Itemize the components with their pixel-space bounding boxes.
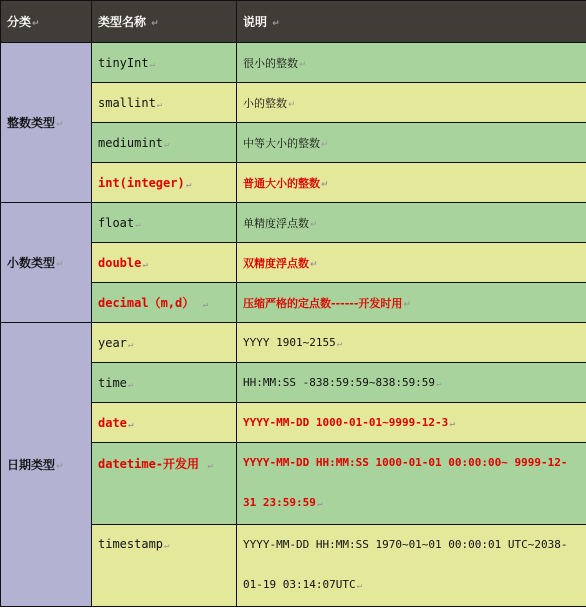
type-name: float: [98, 215, 135, 230]
paragraph-mark-icon: ↵: [156, 99, 163, 110]
type-name: decimal（m,d）: [98, 296, 195, 310]
type-description: YYYY-MM-DD HH:MM:SS 1000-01-01 00:00:00~ 9999-12-31 23:59:59: [243, 456, 568, 509]
type-name-cell: [92, 363, 237, 403]
description-cell: [237, 43, 586, 83]
paragraph-mark-icon: ↵: [56, 260, 64, 270]
type-name-cell: [92, 283, 237, 323]
type-name-cell: [92, 323, 237, 363]
header-type-name: [92, 1, 237, 43]
type-description: 中等大小的整数: [243, 136, 320, 150]
table-row: [1, 43, 586, 83]
type-name: tinyInt: [98, 55, 149, 70]
paragraph-mark-icon: ↵: [316, 499, 323, 509]
paragraph-mark-icon: ↵: [56, 120, 64, 130]
type-name: datetime-开发用: [98, 457, 200, 471]
category-cell: [1, 323, 92, 607]
paragraph-mark-icon: ↵: [164, 139, 170, 150]
type-name-cell: [92, 43, 237, 83]
type-name: date: [98, 415, 127, 430]
type-description: 单精度浮点数: [243, 216, 309, 230]
type-name-cell: [92, 203, 237, 243]
type-description: 普通大小的整数: [243, 176, 320, 190]
type-name-cell: [92, 525, 237, 607]
paragraph-mark-icon: ↵: [356, 581, 363, 591]
type-name-cell: [92, 403, 237, 443]
description-cell: [237, 243, 586, 283]
paragraph-mark-icon: ↵: [151, 19, 159, 29]
paragraph-mark-icon: ↵: [299, 59, 307, 70]
header-type-name-label: 类型名称: [98, 15, 147, 29]
category-label: 日期类型: [7, 458, 56, 472]
paragraph-mark-icon: ↵: [336, 339, 343, 349]
paragraph-mark-icon: ↵: [127, 339, 134, 350]
paragraph-mark-icon: ↵: [321, 179, 329, 190]
paragraph-mark-icon: ↵: [288, 99, 296, 110]
header-description: [237, 1, 586, 43]
type-description: 小的整数: [243, 96, 287, 110]
description-cell: [237, 363, 586, 403]
description-cell: [237, 83, 586, 123]
paragraph-mark-icon: ↵: [149, 59, 155, 70]
paragraph-mark-icon: ↵: [142, 259, 148, 270]
type-name-cell: [92, 163, 237, 203]
paragraph-mark-icon: ↵: [164, 541, 170, 551]
header-category: [1, 1, 92, 43]
paragraph-mark-icon: ↵: [310, 259, 318, 270]
table-row: [1, 203, 586, 243]
paragraph-mark-icon: ↵: [436, 379, 442, 389]
type-description: 双精度浮点数: [243, 256, 309, 270]
type-name: timestamp: [98, 537, 164, 551]
header-description-label: 说明: [243, 15, 268, 29]
category-cell: [1, 43, 92, 203]
header-row: [1, 1, 586, 43]
description-cell: [237, 123, 586, 163]
type-name: int(integer): [98, 175, 185, 190]
paragraph-mark-icon: ↵: [310, 219, 318, 230]
type-name: year: [98, 335, 127, 350]
type-name-cell: [92, 123, 237, 163]
paragraph-mark-icon: ↵: [403, 299, 411, 310]
type-name: double: [98, 255, 142, 270]
category-label: 小数类型: [7, 256, 56, 270]
type-description: YYYY-MM-DD HH:MM:SS 1970~01~01 00:00:01 UTC~2038-01-19 03:14:07UTC: [243, 538, 568, 591]
type-description: 压缩严格的定点数------开发时用: [243, 296, 403, 310]
category-cell: [1, 203, 92, 323]
category-label: 整数类型: [7, 116, 56, 130]
paragraph-mark-icon: ↵: [56, 462, 64, 472]
description-cell: [237, 163, 586, 203]
paragraph-mark-icon: ↵: [449, 419, 455, 429]
type-name: mediumint: [98, 135, 164, 150]
paragraph-mark-icon: ↵: [127, 379, 134, 390]
type-description: 很小的整数: [243, 56, 298, 70]
paragraph-mark-icon: ↵: [321, 139, 329, 150]
paragraph-mark-icon: ↵: [135, 219, 141, 230]
description-cell: [237, 283, 586, 323]
type-name: smallint: [98, 95, 156, 110]
type-description: YYYY-MM-DD 1000-01-01~9999-12-3: [243, 416, 449, 429]
description-cell: [237, 203, 586, 243]
paragraph-mark-icon: ↵: [127, 419, 134, 430]
description-cell: [237, 525, 586, 607]
header-category-label: 分类: [7, 15, 32, 29]
description-cell: [237, 403, 586, 443]
type-description: HH:MM:SS -838:59:59~838:59:59: [243, 376, 436, 389]
paragraph-mark-icon: ↵: [207, 461, 213, 471]
description-cell: [237, 323, 586, 363]
type-name-cell: [92, 243, 237, 283]
type-name-cell: [92, 83, 237, 123]
paragraph-mark-icon: ↵: [272, 19, 280, 29]
type-name-cell: [92, 443, 237, 525]
paragraph-mark-icon: ↵: [185, 179, 192, 190]
paragraph-mark-icon: ↵: [32, 19, 40, 29]
type-name: time: [98, 375, 127, 390]
table-row: [1, 323, 586, 363]
description-cell: [237, 443, 586, 525]
paragraph-mark-icon: ↵: [202, 300, 208, 310]
type-description: YYYY 1901~2155: [243, 336, 336, 349]
